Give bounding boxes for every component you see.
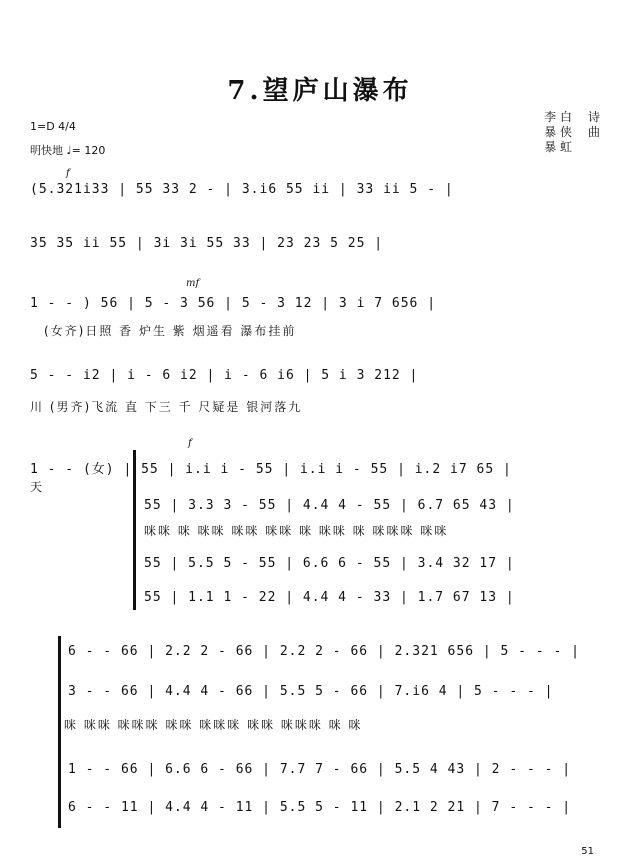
dynamic-f-2: f	[188, 438, 192, 449]
composer-role: 曲	[587, 125, 600, 139]
score-line-9: 6 - - 66 | 2.2 2 - 66 | 2.2 2 - 66 | 2.321 656 | 5 - - - |	[68, 644, 580, 659]
score-line-13: 6 - - 11 | 4.4 4 - 11 | 5.5 5 - 11 | 2.1 2 21 | 7 - - - |	[68, 800, 572, 815]
score-line-5: 1 - - (女) | 55 | i.i i - 55 | i.i i - 55 | i.2 i7 65 |	[30, 462, 512, 477]
score-line-1: (5.321i33 | 55 33 2 - | 3.i6 55 ii | 33 ii 5 - |	[30, 182, 454, 197]
lyrics-line-11: 咪 咪咪 咪咪咪 咪咪 咪咪咪 咪咪 咪咪咪 咪 咪	[64, 718, 363, 732]
lyrics-line-5: 天	[30, 480, 45, 494]
score-line-6: 55 | 3.3 3 - 55 | 4.4 4 - 55 | 6.7 65 43 |	[144, 498, 515, 513]
lyrics-line-4: 川 (男齐)飞流 直 下三 千 尺疑是 银河落九	[30, 400, 303, 414]
score-line-8: 55 | 1.1 1 - 22 | 4.4 4 - 33 | 1.7 67 13 |	[144, 590, 515, 605]
lyrics-line-3: (女齐)日照 香 炉生 紫 烟遥看 瀑布挂前	[44, 324, 297, 338]
key-signature: 1=D 4/4	[30, 120, 76, 133]
score-line-12: 1 - - 66 | 6.6 6 - 66 | 7.7 7 - 66 | 5.5 4 43 | 2 - - - |	[68, 762, 572, 777]
score-line-10: 3 - - 66 | 4.4 4 - 66 | 5.5 5 - 66 | 7.i6 4 | 5 - - - |	[68, 684, 554, 699]
page-number: 51	[581, 846, 594, 857]
score-line-3: 1 - - ) 56 | 5 - 3 56 | 5 - 3 12 | 3 i 7 656 |	[30, 296, 437, 311]
composer-name: 暴 侠	[544, 125, 572, 139]
arranger-name: 暴 虹	[544, 140, 572, 154]
lyricist-role: 诗	[587, 110, 600, 124]
dynamic-mf: mf	[186, 278, 200, 289]
system-brace-2	[58, 636, 61, 828]
dynamic-f: f	[66, 168, 70, 179]
score-line-7: 55 | 5.5 5 - 55 | 6.6 6 - 55 | 3.4 32 17 |	[144, 556, 515, 571]
score-line-4: 5 - - i2 | i - 6 i2 | i - 6 i6 | 5 i 3 212 |	[30, 368, 419, 383]
page-title: 7.望庐山瀑布	[227, 76, 413, 106]
credits	[544, 110, 600, 155]
lyricist-name: 李 白	[544, 110, 572, 124]
lyrics-line-6: 咪咪 咪 咪咪 咪咪 咪咪 咪 咪咪 咪 咪咪咪 咪咪	[144, 524, 449, 538]
tempo-marking: 明快地 ♩= 120	[30, 144, 106, 157]
score-line-2: 35 35 ii 55 | 3i 3i 55 33 | 23 23 5 25 |	[30, 236, 384, 251]
